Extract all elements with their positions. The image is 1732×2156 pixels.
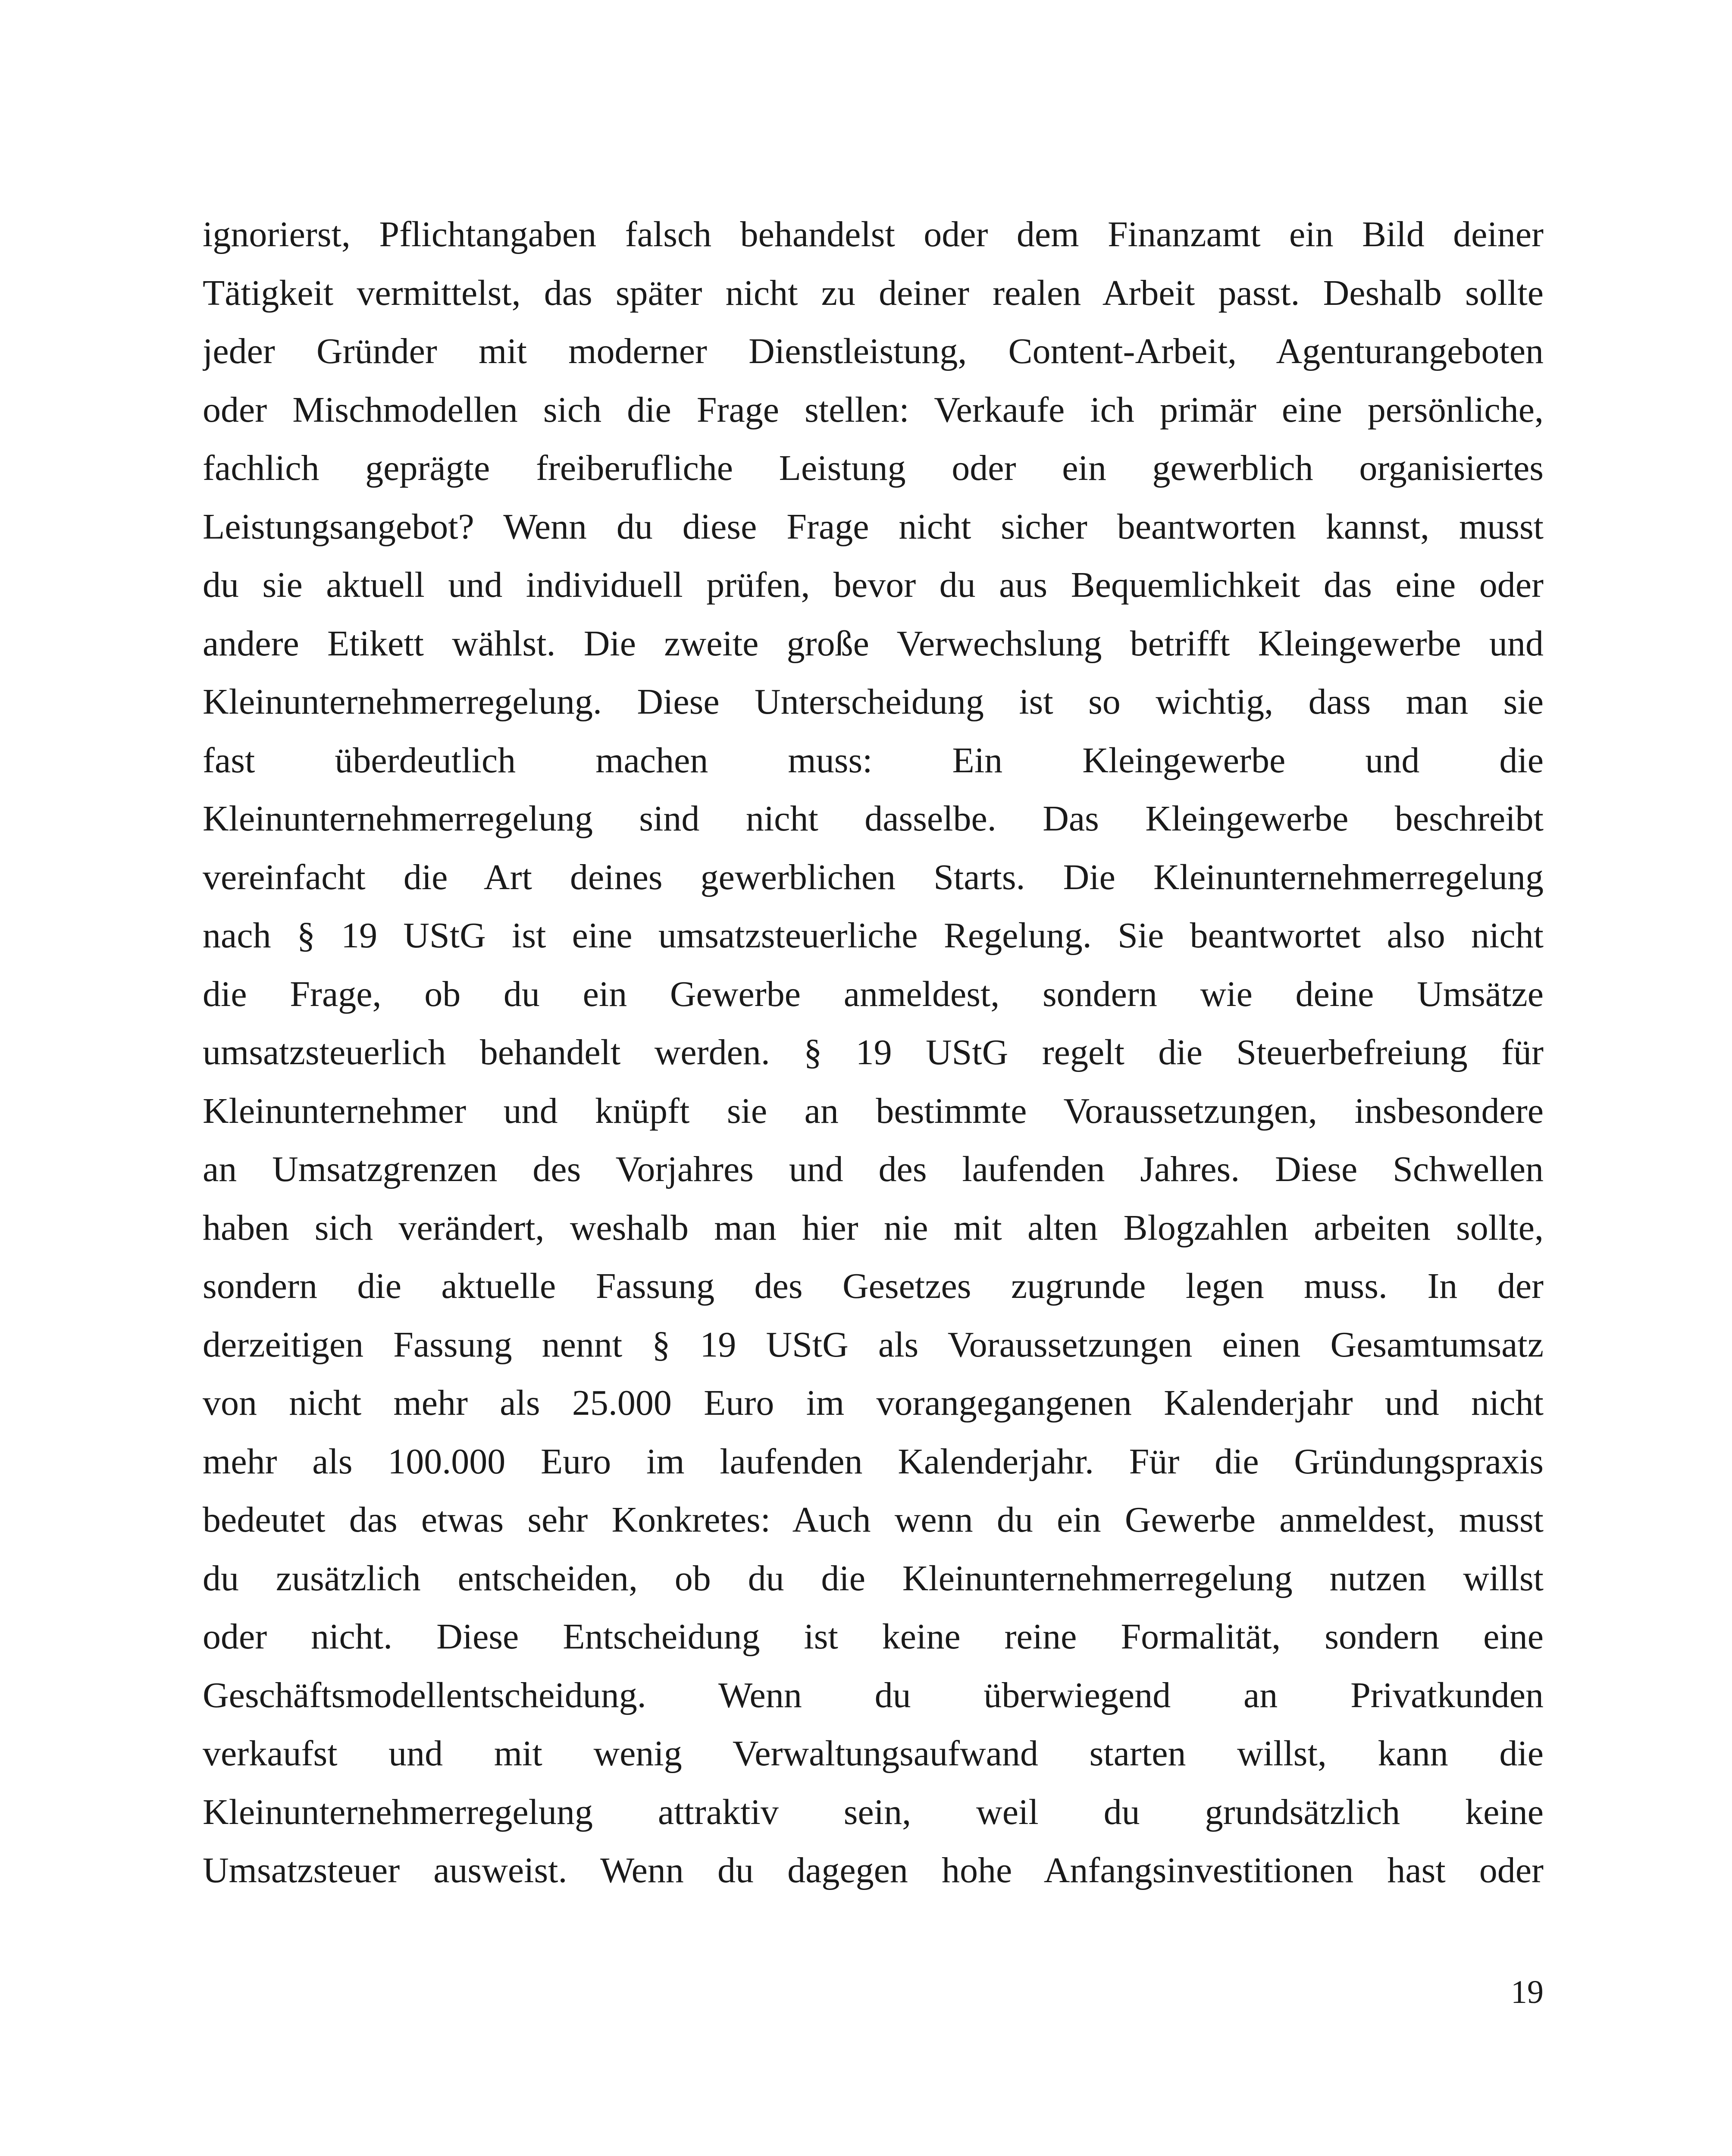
text-line: Kleinunternehmerregelung sind nicht dasselbe. Das Kleingewerbe beschreibt [203, 799, 1544, 839]
text-line: andere Etikett wählst. Die zweite große Verwechslung betrifft Kleingewerbe und [203, 623, 1544, 664]
text-line: Geschäftsmodellentscheidung. Wenn du überwiegend an Privatkunden [203, 1675, 1544, 1715]
page-number: 19 [1511, 1974, 1544, 2010]
text-line: jeder Gründer mit moderner Dienstleistung, Content-Arbeit, Agenturangeboten [203, 331, 1544, 371]
text-line: Leistungsangebot? Wenn du diese Frage nicht sicher beantworten kannst, musst [203, 506, 1544, 547]
text-line: nach § 19 UStG ist eine umsatzsteuerliche Regelung. Sie beantwortet also nicht [203, 915, 1544, 956]
text-line: fast überdeutlich machen muss: Ein Kleingewerbe und die [203, 740, 1544, 780]
text-line: Tätigkeit vermittelst, das später nicht zu deiner realen Arbeit passt. Deshalb sollte [203, 273, 1544, 313]
text-line: haben sich verändert, weshalb man hier nie mit alten Blogzahlen arbeiten sollte, [203, 1207, 1544, 1248]
text-line: umsatzsteuerlich behandelt werden. § 19 UStG regelt die Steuerbefreiung für [203, 1032, 1544, 1072]
text-line: fachlich geprägte freiberufliche Leistung oder ein gewerblich organisiertes [203, 448, 1544, 488]
text-line: mehr als 100.000 Euro im laufenden Kalenderjahr. Für die Gründungspraxis [203, 1441, 1544, 1482]
text-line: bedeutet das etwas sehr Konkretes: Auch wenn du ein Gewerbe anmeldest, musst [203, 1500, 1544, 1540]
text-line: von nicht mehr als 25.000 Euro im vorangegangenen Kalenderjahr und nicht [203, 1383, 1544, 1423]
text-line: ignorierst, Pflichtangaben falsch behandelst oder dem Finanzamt ein Bild deiner [203, 214, 1544, 254]
body-paragraph [203, 205, 1544, 1900]
text-line: sondern die aktuelle Fassung des Gesetzes zugrunde legen muss. In der [203, 1266, 1544, 1306]
text-line: die Frage, ob du ein Gewerbe anmeldest, sondern wie deine Umsätze [203, 974, 1544, 1014]
text-line: vereinfacht die Art deines gewerblichen Starts. Die Kleinunternehmerregelung [203, 857, 1544, 897]
text-line: oder nicht. Diese Entscheidung ist keine reine Formalität, sondern eine [203, 1617, 1544, 1657]
text-line: du zusätzlich entscheiden, ob du die Kleinunternehmerregelung nutzen willst [203, 1558, 1544, 1598]
text-line: verkaufst und mit wenig Verwaltungsaufwand starten willst, kann die [203, 1733, 1544, 1774]
text-line: Kleinunternehmer und knüpft sie an bestimmte Voraussetzungen, insbesondere [203, 1091, 1544, 1131]
text-line: an Umsatzgrenzen des Vorjahres und des laufenden Jahres. Diese Schwellen [203, 1149, 1544, 1189]
text-line: derzeitigen Fassung nennt § 19 UStG als Voraussetzungen einen Gesamtumsatz [203, 1324, 1544, 1365]
text-line: Kleinunternehmerregelung. Diese Unterscheidung ist so wichtig, dass man sie [203, 682, 1544, 722]
text-line: Umsatzsteuer ausweist. Wenn du dagegen hohe Anfangsinvestitionen hast oder [203, 1850, 1544, 1890]
text-line: Kleinunternehmerregelung attraktiv sein, weil du grundsätzlich keine [203, 1792, 1544, 1832]
text-line: oder Mischmodellen sich die Frage stellen: Verkaufe ich primär eine persönliche, [203, 389, 1544, 430]
text-line: du sie aktuell und individuell prüfen, bevor du aus Bequemlichkeit das eine oder [203, 565, 1544, 605]
